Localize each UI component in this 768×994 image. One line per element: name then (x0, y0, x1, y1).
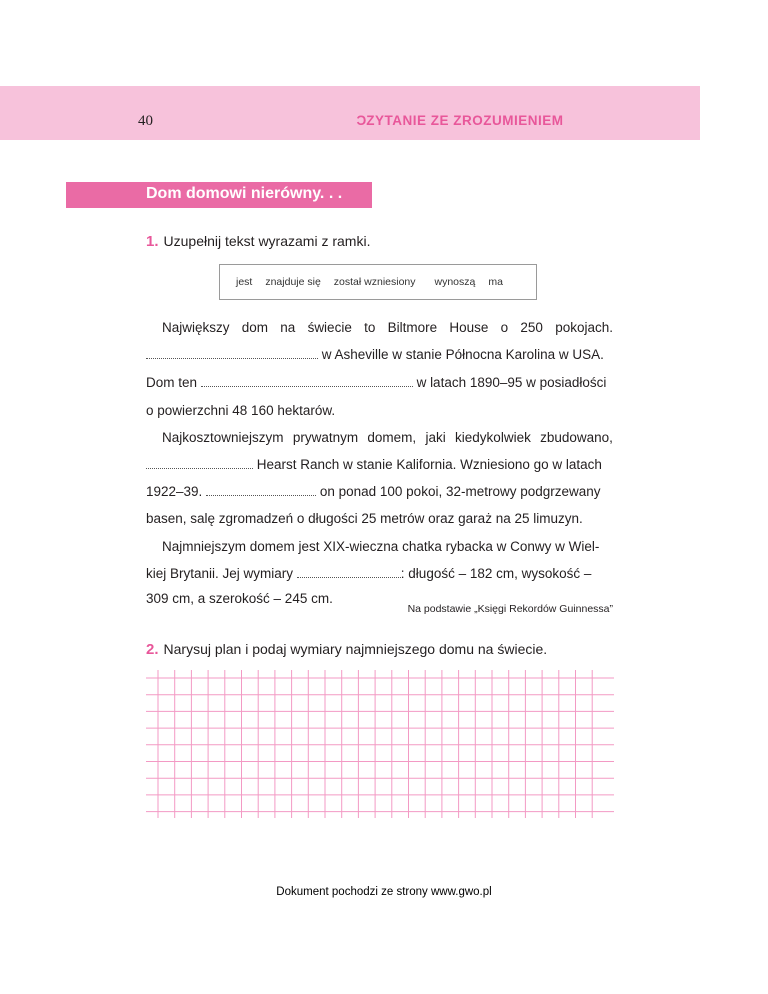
task-2-heading (146, 641, 547, 658)
blank-line[interactable] (146, 458, 253, 469)
text-line: Najmniejszym domem jest XIX-wieczna chatka rybacka w Conwy w Wiel- (162, 539, 600, 554)
blank-line[interactable] (201, 376, 413, 387)
text-line: Hearst Ranch w stanie Kalifornia. Wzniesiono go w latach (146, 457, 613, 472)
blank-line[interactable] (146, 348, 318, 359)
section-title-first-letter: C (356, 113, 367, 128)
chapter-title: Dom domowi nierówny. . . (146, 185, 343, 202)
text-line: Najkosztowniejszym prywatnym domem, jaki kiedykolwiek zbudowano, (162, 430, 613, 445)
task-2-instruction: Narysuj plan i podaj wymiary najmniejszego domu na świecie. (163, 641, 548, 657)
word-box-item: jest (236, 276, 253, 288)
text-line: 309 cm, a szerokość – 245 cm. (146, 591, 333, 606)
source-note: Na podstawie „Księgi Rekordów Guinnessa” (407, 603, 613, 615)
drawing-grid[interactable] (146, 670, 614, 818)
section-title-rest: ZYTANIE ZE ZROZUMIENIEM (366, 113, 564, 128)
task-1-instruction: Uzupełnij tekst wyrazami z ramki. (163, 233, 371, 249)
blank-line[interactable] (206, 485, 316, 496)
word-box-item: wynoszą (434, 276, 476, 288)
word-box-item: został wzniesiony (333, 276, 416, 288)
footer-source: Dokument pochodzi ze strony www.gwo.pl (276, 886, 492, 898)
blank-line[interactable] (297, 567, 401, 578)
task-2-number: 2. (146, 641, 159, 658)
text-line: Największy dom na świecie to Biltmore House o 250 pokojach. (162, 320, 613, 335)
text-line: w Asheville w stanie Północna Karolina w USA. (146, 347, 613, 362)
section-title (356, 113, 564, 128)
text-line: basen, salę zgromadzeń o długości 25 metrów oraz garaż na 25 limuzyn. (146, 511, 583, 526)
header-band (0, 86, 700, 140)
task-1-number: 1. (146, 233, 159, 250)
word-box-item: ma (488, 276, 503, 288)
task-1-heading (146, 233, 370, 250)
text-line: kiej Brytanii. Jej wymiary : długość – 182 cm, wysokość – (146, 566, 592, 581)
text-line: Dom ten w latach 1890–95 w posiadłości (146, 375, 607, 390)
text-line: 1922–39. on ponad 100 pokoi, 32-metrowy podgrzewany (146, 484, 601, 499)
text-line: o powierzchni 48 160 hektarów. (146, 403, 336, 418)
word-box-item: znajduje się (265, 276, 321, 288)
page-number: 40 (138, 113, 153, 129)
word-box (219, 264, 537, 300)
